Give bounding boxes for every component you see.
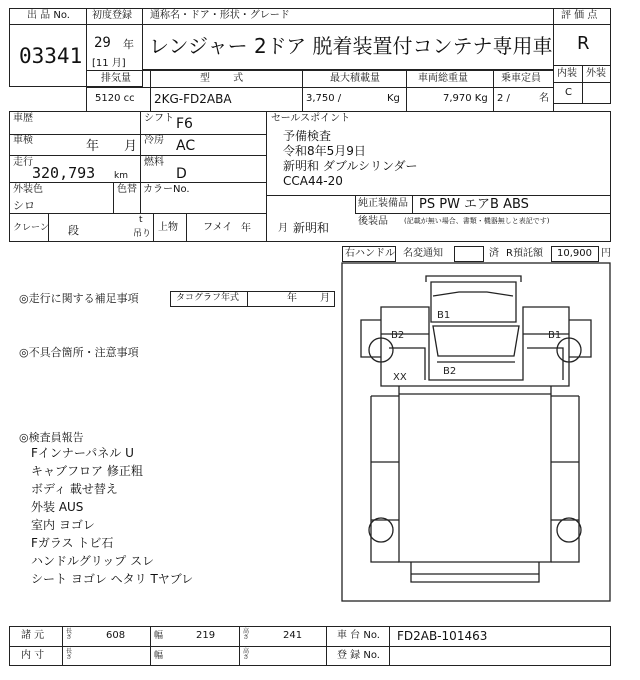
first-reg-month: [11 月] [92, 58, 126, 69]
crane-label: クレーン [13, 223, 49, 233]
tachograph-month-unit: 月 [320, 293, 330, 304]
inspector-line-7: ハンドルグリップ スレ [31, 554, 155, 568]
interior-height-label: 高 さ [243, 648, 250, 662]
mark-b1-front: B1 [437, 310, 451, 321]
vehicle-name: レンジャー 2ドア 脱着装置付コンテナ専用車 [149, 34, 553, 58]
interior-length-label: 長 さ [66, 648, 73, 662]
sales-point-label: セールスポイント [271, 113, 351, 124]
defects-heading: ◎不具合箇所・注意事項 [19, 346, 139, 359]
aftermarket-note: (記載が無い場合、書類・機器無しと表記です) [404, 217, 550, 225]
recycle-deposit-unit: 円 [601, 248, 611, 259]
ac-value: AC [176, 138, 196, 154]
mark-b2-center: B2 [443, 366, 457, 377]
inspection-month-unit: 月 [124, 139, 138, 154]
truck-outline-svg [341, 262, 611, 602]
capacity-value: 2 / [497, 93, 510, 104]
inspection-year-unit: 年 [86, 139, 100, 154]
crane-stage: 段 [68, 224, 79, 237]
fuel-label: 燃料 [144, 157, 164, 168]
history-label: 車歴 [13, 113, 33, 124]
vehicle-name-label: 通称名・ドア・形状・グレード [150, 10, 290, 21]
inspector-line-3: ボディ 載せ替え [31, 482, 118, 496]
model-label: 型 式 [200, 73, 254, 84]
inspector-line-5: 室内 ヨゴレ [31, 518, 95, 532]
color-no-label: カラーNo. [143, 184, 190, 195]
mark-xx: XX [393, 372, 407, 383]
sales-point-line-1: 予備検査 [283, 129, 332, 143]
mark-b1-right: B1 [548, 330, 562, 341]
name-change-label: 名変通知 [403, 248, 443, 259]
first-reg-year-unit: 年 [123, 38, 134, 51]
height-value: 241 [283, 630, 303, 641]
first-reg-year: 29 [94, 35, 111, 51]
lot-number: 03341 [19, 44, 83, 68]
max-load-unit: Kg [387, 93, 400, 104]
mark-b2-left: B2 [391, 330, 405, 341]
displacement-value: 5120 cc [95, 93, 135, 104]
standard-equipment-label: 純正装備品 [358, 198, 408, 209]
body-maker: フメイ [203, 222, 233, 233]
max-load-label: 最大積載量 [330, 73, 380, 84]
aftermarket-label: 後装品 [358, 216, 388, 227]
chassis-label: 車 台 No. [337, 630, 380, 641]
specs-label: 諸 元 [21, 630, 45, 641]
registration-label: 登 録 No. [337, 650, 380, 661]
name-change-box [454, 246, 484, 262]
chassis-number: FD2AB-101463 [397, 629, 488, 643]
displacement-label: 排気量 [101, 73, 131, 84]
mileage-value: 320,793 [32, 164, 96, 182]
inspector-line-2: キャブフロア 修正粗 [31, 464, 143, 478]
model-value: 2KG-FD2ABA [154, 92, 232, 106]
body-value: 新明和 [293, 221, 330, 235]
interior-grade-label: 内装 [557, 68, 577, 79]
width-value: 219 [196, 630, 216, 641]
exterior-color-label: 外装色 [13, 184, 43, 195]
shift-value: F6 [176, 116, 193, 132]
color-change-label: 色替 [117, 184, 137, 195]
standard-equipment: PS PW エアB ABS [419, 197, 529, 212]
overall-grade: R [577, 33, 590, 54]
exterior-grade-label: 外装 [586, 68, 606, 79]
inspector-line-8: シート ヨゴレ ヘタリ Tヤブレ [31, 572, 194, 586]
interior-dims-label: 内 寸 [21, 650, 45, 661]
interior-width-label: 幅 [154, 651, 164, 661]
grade-label: 評 価 点 [561, 10, 598, 21]
body-month-unit: 月 [278, 223, 288, 234]
inspector-line-1: Fインナーパネル U [31, 446, 134, 460]
gross-weight-label: 車両総重量 [418, 73, 468, 84]
inspector-line-6: Fガラス トビ石 [31, 536, 114, 550]
inspector-report-heading: ◎検査員報告 [19, 431, 84, 444]
crane-ton-unit: t [139, 215, 143, 225]
sales-point-line-2: 令和8年5月9日 [283, 144, 366, 158]
rhd-label: 右ハンドル [345, 248, 395, 259]
capacity-unit: 名 [539, 93, 549, 104]
recycle-deposit-label: R預託額 [506, 248, 543, 259]
lot-label: 出 品 No. [27, 10, 70, 21]
ac-label: 冷房 [144, 135, 164, 146]
crane-lift: 吊り [133, 229, 152, 239]
sales-point-line-4: CCA44-20 [283, 174, 343, 188]
sales-point-line-3: 新明和 ダブルシリンダー [283, 159, 418, 173]
body-label: 上物 [158, 222, 178, 233]
body-year-unit: 年 [241, 223, 251, 234]
running-notes-heading: ◎走行に関する補足事項 [19, 292, 139, 305]
fuel-value: D [176, 166, 187, 182]
gross-weight-value: 7,970 Kg [443, 93, 488, 104]
capacity-label: 乗車定員 [501, 73, 541, 84]
exterior-color-value: シロ [13, 199, 35, 212]
tachograph-label: タコグラフ年式 [176, 293, 240, 303]
length-label: 長 さ [66, 628, 73, 642]
shift-label: シフト [144, 113, 174, 124]
length-value: 608 [106, 630, 126, 641]
height-label: 高 さ [243, 628, 250, 642]
interior-grade: C [565, 87, 572, 98]
max-load-value: 3,750 / [306, 93, 342, 104]
truck-condition-diagram [341, 262, 611, 602]
mileage-unit: km [114, 171, 128, 181]
mileage-label: 走行 [13, 157, 33, 168]
tachograph-year-unit: 年 [287, 293, 297, 304]
inspection-label: 車検 [13, 135, 33, 146]
first-reg-label: 初度登録 [92, 10, 132, 21]
inspector-line-4: 外装 AUS [31, 500, 84, 514]
tax-prefix: 済 [489, 248, 499, 259]
width-label: 幅 [154, 631, 164, 641]
recycle-deposit-value: 10,900 [557, 248, 592, 259]
